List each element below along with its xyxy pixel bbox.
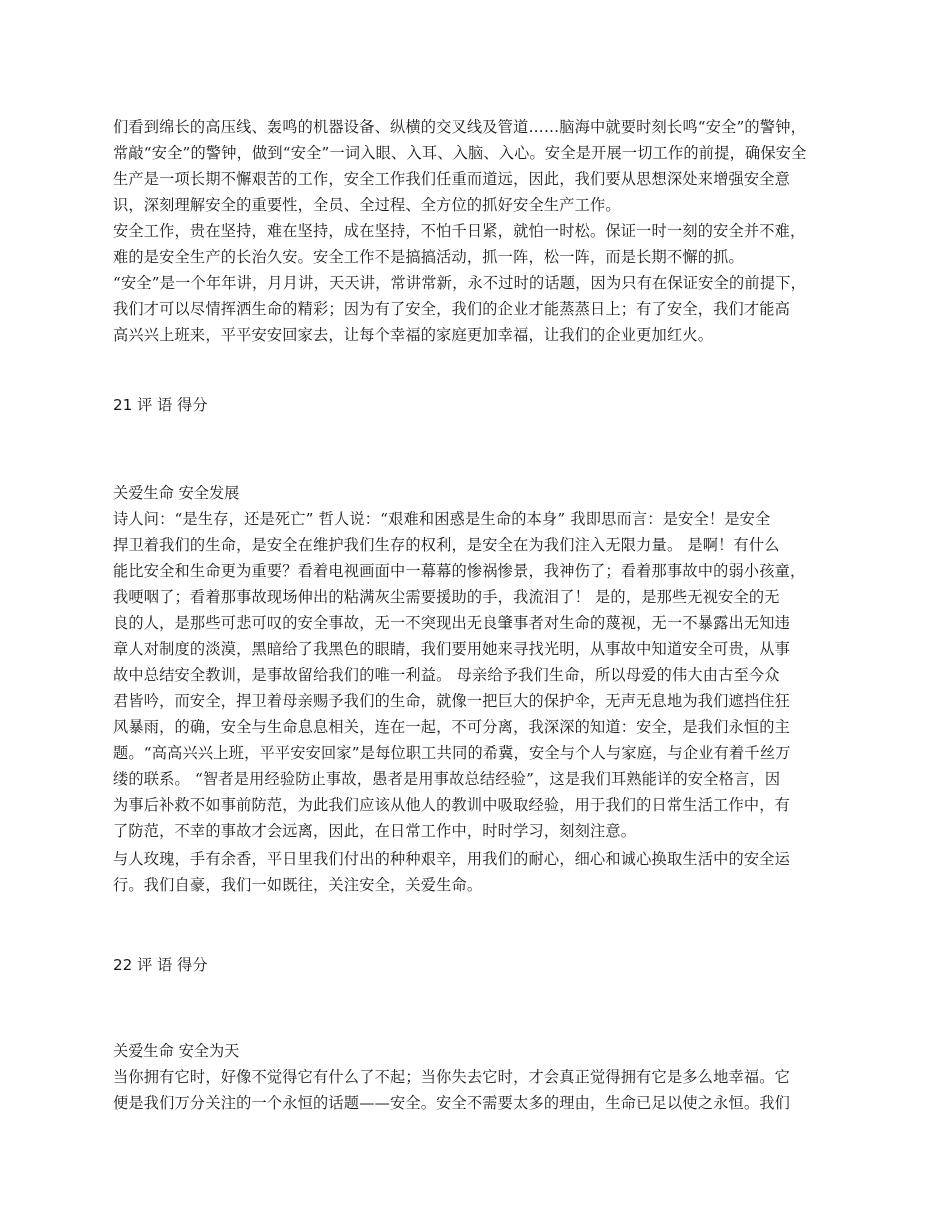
essay-title: 关爱生命 安全发展 [113,484,240,502]
paragraph-line: 为事后补救不如事前防范，为此我们应该从他人的教训中吸取经验，用于我们的日常生活工作中，有 [113,796,791,814]
paragraph-line: 我们才可以尽情挥洒生命的精彩；因为有了安全，我们的企业才能蒸蒸日上；有了安全，我们才能高 [113,300,791,318]
paragraph-line: 故中总结安全教训，是事故留给我们的唯一利益。 母亲给予我们生命，所以母爱的伟大由古至今众 [113,666,780,684]
paragraph-line: 难的是安全生产的长治久安。安全工作不是搞搞活动，抓一阵，松一阵，而是长期不懈的抓。 [113,248,744,266]
paragraph-line: 能比安全和生命更为重要？看着电视画面中一幕幕的惨祸惨景，我神伤了；看着那事故中的弱小孩童， [113,562,806,580]
paragraph-line: 行。我们自豪，我们一如既往，关注安全，关爱生命。 [113,876,483,894]
paragraph-line: 捍卫着我们的生命，是安全在维护我们生存的权利，是安全在为我们注入无限力量。 是啊！有什么 [113,536,780,554]
paragraph-line: 题。“高高兴兴上班，平平安安回家”是每位职工共同的希冀，安全与个人与家庭，与企业有着千丝万 [113,744,791,762]
paragraph-line: 生产是一项长期不懈艰苦的工作，安全工作我们任重而道远，因此，我们要从思想深处来增强安全意 [113,170,791,188]
paragraph-line: 安全工作，贵在坚持，难在坚持，成在坚持，不怕千日紧，就怕一时松。保证一时一刻的安全并不难， [113,222,806,240]
paragraph-line: 风暴雨，的确，安全与生命息息相关，连在一起，不可分离，我深深的知道：安全，是我们永恒的主 [113,718,791,736]
paragraph-line: 当你拥有它时，好像不觉得它有什么了不起；当你失去它时，才会真正觉得拥有它是多么地幸福。它 [113,1068,791,1086]
paragraph-line: 诗人问：“是生存，还是死亡” 哲人说：“艰难和困惑是生命的本身” 我即思而言：是安全！是安全 [113,510,771,528]
paragraph-line: 高兴兴上班来，平平安安回家去，让每个幸福的家庭更加幸福，让我们的企业更加红火。 [113,326,714,344]
paragraph-line: 君皆吟，而安全，捍卫着母亲赐予我们的生命，就像一把巨大的保护伞，无声无息地为我们遮挡住狂 [113,692,791,710]
paragraph-line: 章人对制度的淡漠，黑暗给了我黑色的眼睛，我们要用她来寻找光明，从事故中知道安全可贵，从事 [113,640,791,658]
paragraph-line: 缕的联系。 “智者是用经验防止事故，愚者是用事故总结经验”，这是我们耳熟能详的安全格言，因 [113,770,781,788]
paragraph-line: 识，深刻理解安全的重要性，全员、全过程、全方位的抓好安全生产工作。 [113,196,621,214]
paragraph-line: “安全”是一个年年讲，月月讲，天天讲，常讲常新，永不过时的话题，因为只有在保证安全的前提下， [113,274,806,292]
paragraph-line: 了防范，不幸的事故才会远离，因此，在日常工作中，时时学习，刻刻注意。 [113,822,637,840]
paragraph-line: 便是我们万分关注的一个永恒的话题——安全。安全不需要太多的理由，生命已足以使之永恒。我们 [113,1094,791,1112]
score-label: 22 评 语 得分 [113,956,208,974]
paragraph-line: 们看到绵长的高压线、轰鸣的机器设备、纵横的交叉线及管道……脑海中就要时刻长鸣“安全”的警钟， [113,118,806,136]
essay-title: 关爱生命 安全为天 [113,1042,240,1060]
score-label: 21 评 语 得分 [113,396,208,414]
paragraph-line: 常敲“安全”的警钟，做到“安全”一词入眼、入耳、入脑、入心。安全是开展一切工作的前提，确保安全 [113,144,807,162]
paragraph-line: 与人玫瑰，手有余香，平日里我们付出的种种艰辛，用我们的耐心，细心和诚心换取生活中的安全运 [113,850,791,868]
paragraph-line: 我哽咽了；看着那事故现场伸出的粘满灰尘需要援助的手，我流泪了！ 是的，是那些无视安全的无 [113,588,780,606]
paragraph-line: 良的人，是那些可悲可叹的安全事故，无一不突现出无良肇事者对生命的蔑视，无一不暴露出无知违 [113,614,791,632]
